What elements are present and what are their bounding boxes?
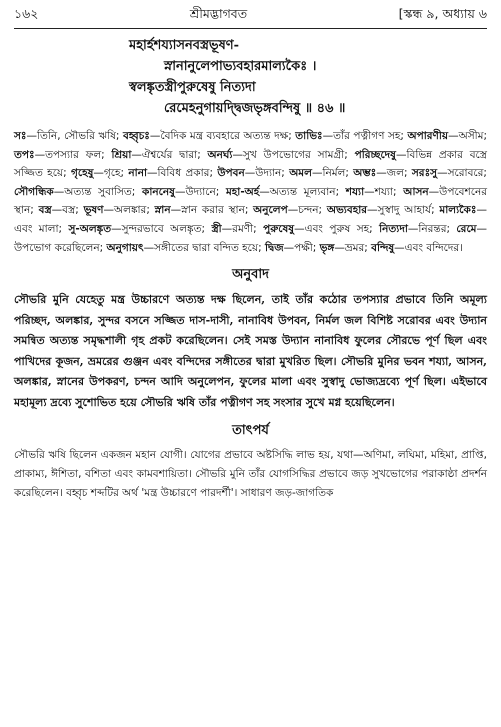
synonym-meaning: —উদ্যানে; [174, 185, 226, 198]
synonym-meaning: —উপবেশনের স্থান; [14, 185, 487, 217]
synonym-meaning: —এবং বন্দিদের। [394, 241, 463, 254]
synonym-meaning: —সুখ উপভোগের সামগ্রী; [232, 148, 355, 161]
synonym-meaning: —অত্যন্ত মূল্যবান; [259, 185, 346, 198]
synonym-meaning: —রমণী; [221, 222, 264, 235]
translation-text: সৌভরি মুনি যেহেতু মন্ত্র উচ্চারণে অত্যন্ত দক্ষ ছিলেন, তাই তাঁর কঠোর তপস্যার প্রভাবে তিনি অমূল্য পরিচ্ছদ, অলঙ্কার, সুন্দর বসনে সজ্জিত দাস-দাসী, নানাবিধ উপবন, নির্মল জল বিশিষ্ট সরোবর এবং উদ্যান সমন্বিত অত্যন্ত সমৃদ্ধশালী গৃহ প্রকট করেছিলেন। সেই সমস্ত উদ্যান নানাবিধ ফুলের সৌরভে পূর্ণ ছিল এবং পাখিদের কূজন, ভ্রমরের গুঞ্জন এবং বন্দিদের সঙ্গীতের দ্বারা মুখরিত ছিল। সৌভরি মুনির ভবন শয্যা, আসন, অলঙ্কার, স্নানের উপকরণ, চন্দন আদি অনুলেপন, ফুলের মালা এবং সুস্বাদু ভোজ্যদ্রব্যে পূর্ণ ছিল। এইভাবে মহামূল্য দ্রব্যে সুশোভিত হয়ে সৌভরি ঋষি তাঁর পত্নীগণ সহ সংসার সুখে মগ্ন হয়েছিলেন। [14, 293, 487, 409]
synonym-word: বস্ত্র [38, 204, 52, 217]
synonym-meaning: —সরোবরে; [437, 167, 487, 180]
synonym-word: রেমে [456, 222, 477, 235]
synonym-word: ভূষণ [83, 204, 104, 217]
verse-line: মহার্হশয্যাসনবস্ত্রভূষণ- [129, 38, 240, 53]
synonym-meaning: —এবং মালা; [14, 204, 487, 235]
synonym-word: উপবন [217, 167, 245, 180]
synonym-meaning: —এবং পুরুষ সহ; [294, 222, 380, 235]
synonym-meaning: —বস্ত্র; [51, 204, 84, 217]
verse-line: স্নানানুলেপাভ্যবহারমাল্যকৈঃ । [164, 59, 317, 74]
synonym-word: মহা-অর্হ [225, 185, 260, 198]
synonym-word: পরিচ্ছদেষু [354, 148, 396, 161]
synonym-word: অনুগায়ৎ [106, 241, 144, 254]
synonym-meaning: —উদ্যান; [244, 167, 290, 180]
synonym-meaning: —বিভিন্ন প্রকার বস্ত্রে সজ্জিত হয়ে; [14, 148, 487, 180]
synonym-meaning: —চন্দন; [287, 204, 327, 217]
page-number: ১৬২ [14, 6, 39, 21]
synonym-word: বহ্বৃচঃ [122, 130, 150, 142]
synonym-meaning: —নির্মল; [311, 167, 354, 180]
synonym-word: অমল [289, 167, 312, 180]
synonym-word: সঃ [14, 130, 27, 142]
synonym-meaning: —উপভোগ করেছিলেন; [14, 222, 488, 254]
sanskrit-verse [14, 35, 487, 119]
canto-chapter: [স্কন্ধ ৯, অধ্যায় ৬ [398, 6, 487, 21]
synonym-meaning: —সুস্বাদু আহার্য; [367, 204, 440, 217]
verse-line: রেমেহনুগায়দ্দ্বিজভৃঙ্গবন্দিষু ॥ ৪৬ ॥ [164, 101, 346, 116]
book-title: শ্রীমদ্ভাগবত [189, 6, 248, 21]
synonym-meaning: —বৈদিক মন্ত্র ব্যবহারে অত্যন্ত দক্ষ; [149, 130, 296, 142]
synonym-meaning: —ঐশ্বর্যের দ্বারা; [131, 148, 208, 161]
header-rule [14, 28, 487, 29]
synonym-meaning: —পক্ষী; [283, 241, 320, 254]
synonym-word: অভ্যবহার [326, 204, 368, 217]
synonym-word: সরঃসু [411, 167, 438, 180]
page-header [14, 6, 487, 28]
synonym-meaning: —বিবিধ প্রকার; [147, 167, 218, 180]
translation-heading: অনুবাদ [232, 267, 269, 283]
synonym-word: অম্ভঃ [353, 167, 377, 180]
synonym-meaning: —সঙ্গীতের দ্বারা বন্দিত হয়ে; [143, 241, 265, 254]
synonym-meaning: —অলঙ্কার; [103, 204, 155, 217]
synonym-word: পুরুষেষু [263, 222, 295, 235]
synonym-meaning: —স্নান করার স্থান; [170, 204, 254, 217]
synonym-word: স্নান [154, 204, 171, 217]
synonym-word: আসন [403, 185, 429, 198]
synonym-word: নানা [128, 167, 148, 180]
synonym-word: তাভিঃ [295, 130, 323, 142]
synonym-word: নিত্যদা [379, 222, 408, 235]
synonym-word: দ্বিজ [264, 241, 284, 254]
purport-heading: তাৎপর্য [232, 423, 269, 439]
synonym-meaning: —অত্যন্ত সুবাসিত; [53, 185, 143, 198]
synonym-word: সৌগন্ধিক [14, 185, 54, 198]
synonym-meaning: —নিরন্তর; [407, 222, 457, 235]
synonym-meaning: —তাঁর পত্নীগণ সহ; [322, 130, 408, 142]
synonym-meaning: —অসীম; [448, 130, 488, 142]
synonym-meaning: —ভ্রমর; [334, 241, 372, 254]
synonym-word: সু-অলঙ্কৃত [68, 222, 112, 235]
synonym-word: শয্যা [345, 185, 365, 198]
synonym-meaning: —তিনি, সৌভরি ঋষি; [26, 130, 123, 142]
synonym-word: বন্দিষু [371, 241, 395, 254]
synonym-meaning: —গৃহে; [93, 167, 129, 180]
synonym-meaning: —সুন্দরভাবে অলঙ্কৃত; [111, 222, 212, 235]
purport-text: সৌভরি ঋষি ছিলেন একজন মহান যোগী। যোগের প্রভাবে অষ্টসিদ্ধি লাভ হয়, যথা—অণিমা, লঘিমা, মহিমা, প্রাপ্তি, প্রাকাম্য, ঈশিতা, বশিতা এবং কামবশায়িতা। সৌভরি মুনি তাঁর যোগসিদ্ধির প্রভাবে জড় সুখভোগের পরাকাষ্ঠা প্রদর্শন করেছিলেন। বহ্বৃচ শব্দটির অর্থ 'মন্ত্র উচ্চারণে পারদর্শী'। সাধারণ জড়-জাগতিক [14, 449, 487, 500]
synonym-word: ভৃঙ্গ [319, 241, 335, 254]
synonym-meaning: —তপস্যার ফল; [34, 148, 112, 161]
synonym-meaning: —জল; [376, 167, 412, 180]
synonym-meaning: —শয্যা; [364, 185, 404, 198]
synonym-word: তপঃ [14, 148, 35, 161]
synonym-word: অনর্ঘ্য [207, 148, 233, 161]
synonym-word: গৃহেষু [70, 167, 94, 180]
synonym-word: কাননেষু [142, 185, 175, 198]
word-synonyms [14, 127, 487, 257]
synonym-word: মাল্যকৈঃ [439, 204, 477, 217]
synonym-word: স্ত্রী [211, 222, 222, 235]
synonym-word: শ্রিয়া [111, 148, 132, 161]
verse-line: স্বলঙ্কৃতস্ত্রীপুরুষেষু নিত্যদা [129, 80, 256, 95]
synonym-word: অপারণীয় [407, 130, 449, 142]
synonym-word: অনুলেপ [253, 204, 288, 217]
